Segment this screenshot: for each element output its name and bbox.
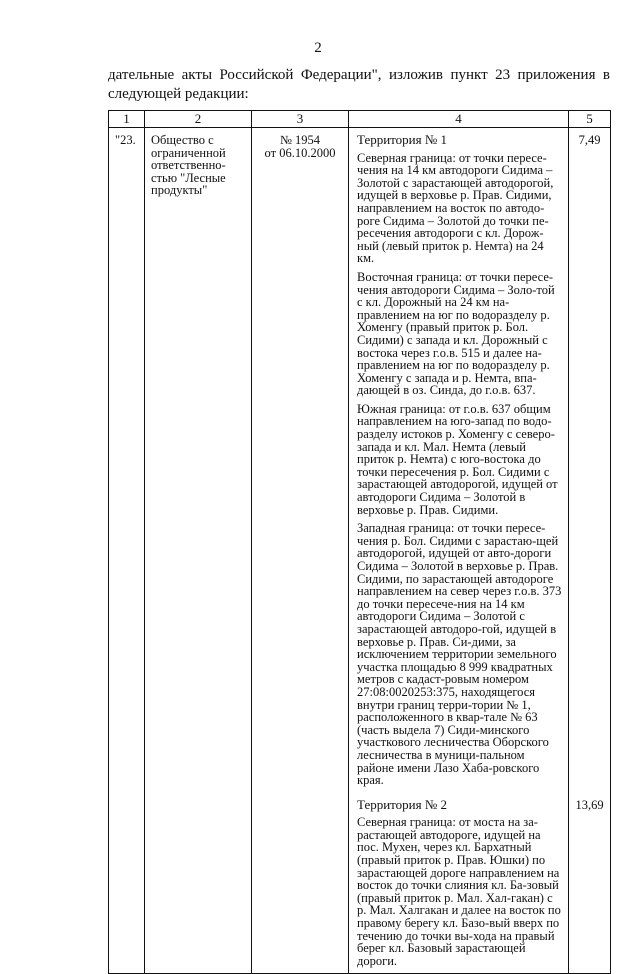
header-col-1: 1 (109, 111, 145, 128)
territory-2-title: Территория № 2 (357, 796, 448, 812)
header-col-2: 2 (145, 111, 252, 128)
territory-1-south-boundary: Южная граница: от г.о.в. 637 общим направлением на юго-запад по водо-разделу истоков р. Хоменгу с северо-запада и кл. Мал. Немта (левый приток р. Немта) с юго-востока до точки пересечения р. Бол. Сидими с зарастающей автодорогой, идущей от автодороги Сидима – Золотой в верховье р. Прав. Сидими. (357, 401, 558, 517)
table-row (109, 793, 611, 974)
territory-2-value: 13,69 (569, 793, 611, 974)
document-number: № 1954 (279, 133, 321, 147)
document-ref (252, 128, 349, 793)
territory-1-title: Территория № 1 (357, 132, 448, 147)
table-header-row (109, 111, 611, 128)
row-number: "23. (109, 128, 145, 793)
header-col-5: 5 (569, 111, 611, 128)
document-date: от 06.10.2000 (264, 145, 336, 160)
empty-cell (109, 793, 145, 974)
territory-1-description (349, 128, 569, 793)
header-col-4: 4 (349, 111, 569, 128)
territory-1-west-boundary: Западная граница: от точки пересе-чения р. Бол. Сидими с зарастаю-щей автодорогой, идущей от авто-дороги Сидима – Золотой в верховье р. Прав. Сидими, по зарастающей автодороге направлением на север через г.о.в. 373 до точки пересече-ния на 14 км автодороги Сидима – Золотой с зарастающей автодоро-гой, идущей в верховье р. Прав. Си-дими, за исключением территории земельного участка площадью 8 999 квадратных метров с кадаст-ровым номером 27:08:0020253:375, находящегося внутри границ терри-тории № 1, расположенного в квар-тале № 63 (часть выдела 7) Сиди-минского участкового лесничества Оборского лесничества в муници-пальном районе имени Лазо Хаба-ровского края. (357, 521, 562, 788)
territory-table (108, 110, 611, 974)
territory-1-east-boundary: Восточная граница: от точки пересе-чения автодороги Сидима – Золо-той с кл. Дорожный на 24 км на-правлением на юг по водоразделу р. Хоменгу (правый приток р. Бол. Сидими) с запада и кл. Дорожный с востока через г.о.в. 515 и далее на-правлением на юг по водоразделу р. Хоменгу с запада и р. Немта, впа-дающей в оз. Синда, до г.о.в. 637. (357, 269, 555, 398)
page-number: 2 (314, 40, 322, 56)
empty-cell (145, 793, 252, 974)
territory-2-north-boundary: Северная граница: от моста на за-растающей автодороге, идущей на пос. Мухен, через кл. Бархатный (правый приток р. Прав. Юшки) по зарастающей дороге направлением на восток до точки слияния кл. Ба-зовый (правый приток р. Мал. Хал-гакан) с р. Мал. Халгакан и далее на восток по правому берегу кл. Базо-вый вверх по течению до точки вы-хода на правый берег кл. Базовый зарастающей дороги. (357, 815, 561, 968)
organization-name: Общество с ограниченной ответственно-стью "Лесные продукты" (145, 128, 252, 793)
territory-2-description (349, 793, 569, 974)
intro-paragraph: дательные акты Российской Федерации", изложив пункт 23 приложения в следующей редакции: (108, 67, 610, 102)
header-col-3: 3 (252, 111, 349, 128)
table-row (109, 128, 611, 793)
empty-cell (252, 793, 349, 974)
territory-1-north-boundary: Северная граница: от точки пересе-чения на 14 км автодороги Сидима – Золотой с зарастающей автодорогой, идущей в верховье р. Прав. Сидими, направлением на восток по автодо-роге Сидима – Золотой до точки пе-ресечения автодороги с кл. Дорож-ный (левый приток р. Немта) на 24 км. (357, 150, 554, 266)
territory-1-value: 7,49 (569, 128, 611, 793)
